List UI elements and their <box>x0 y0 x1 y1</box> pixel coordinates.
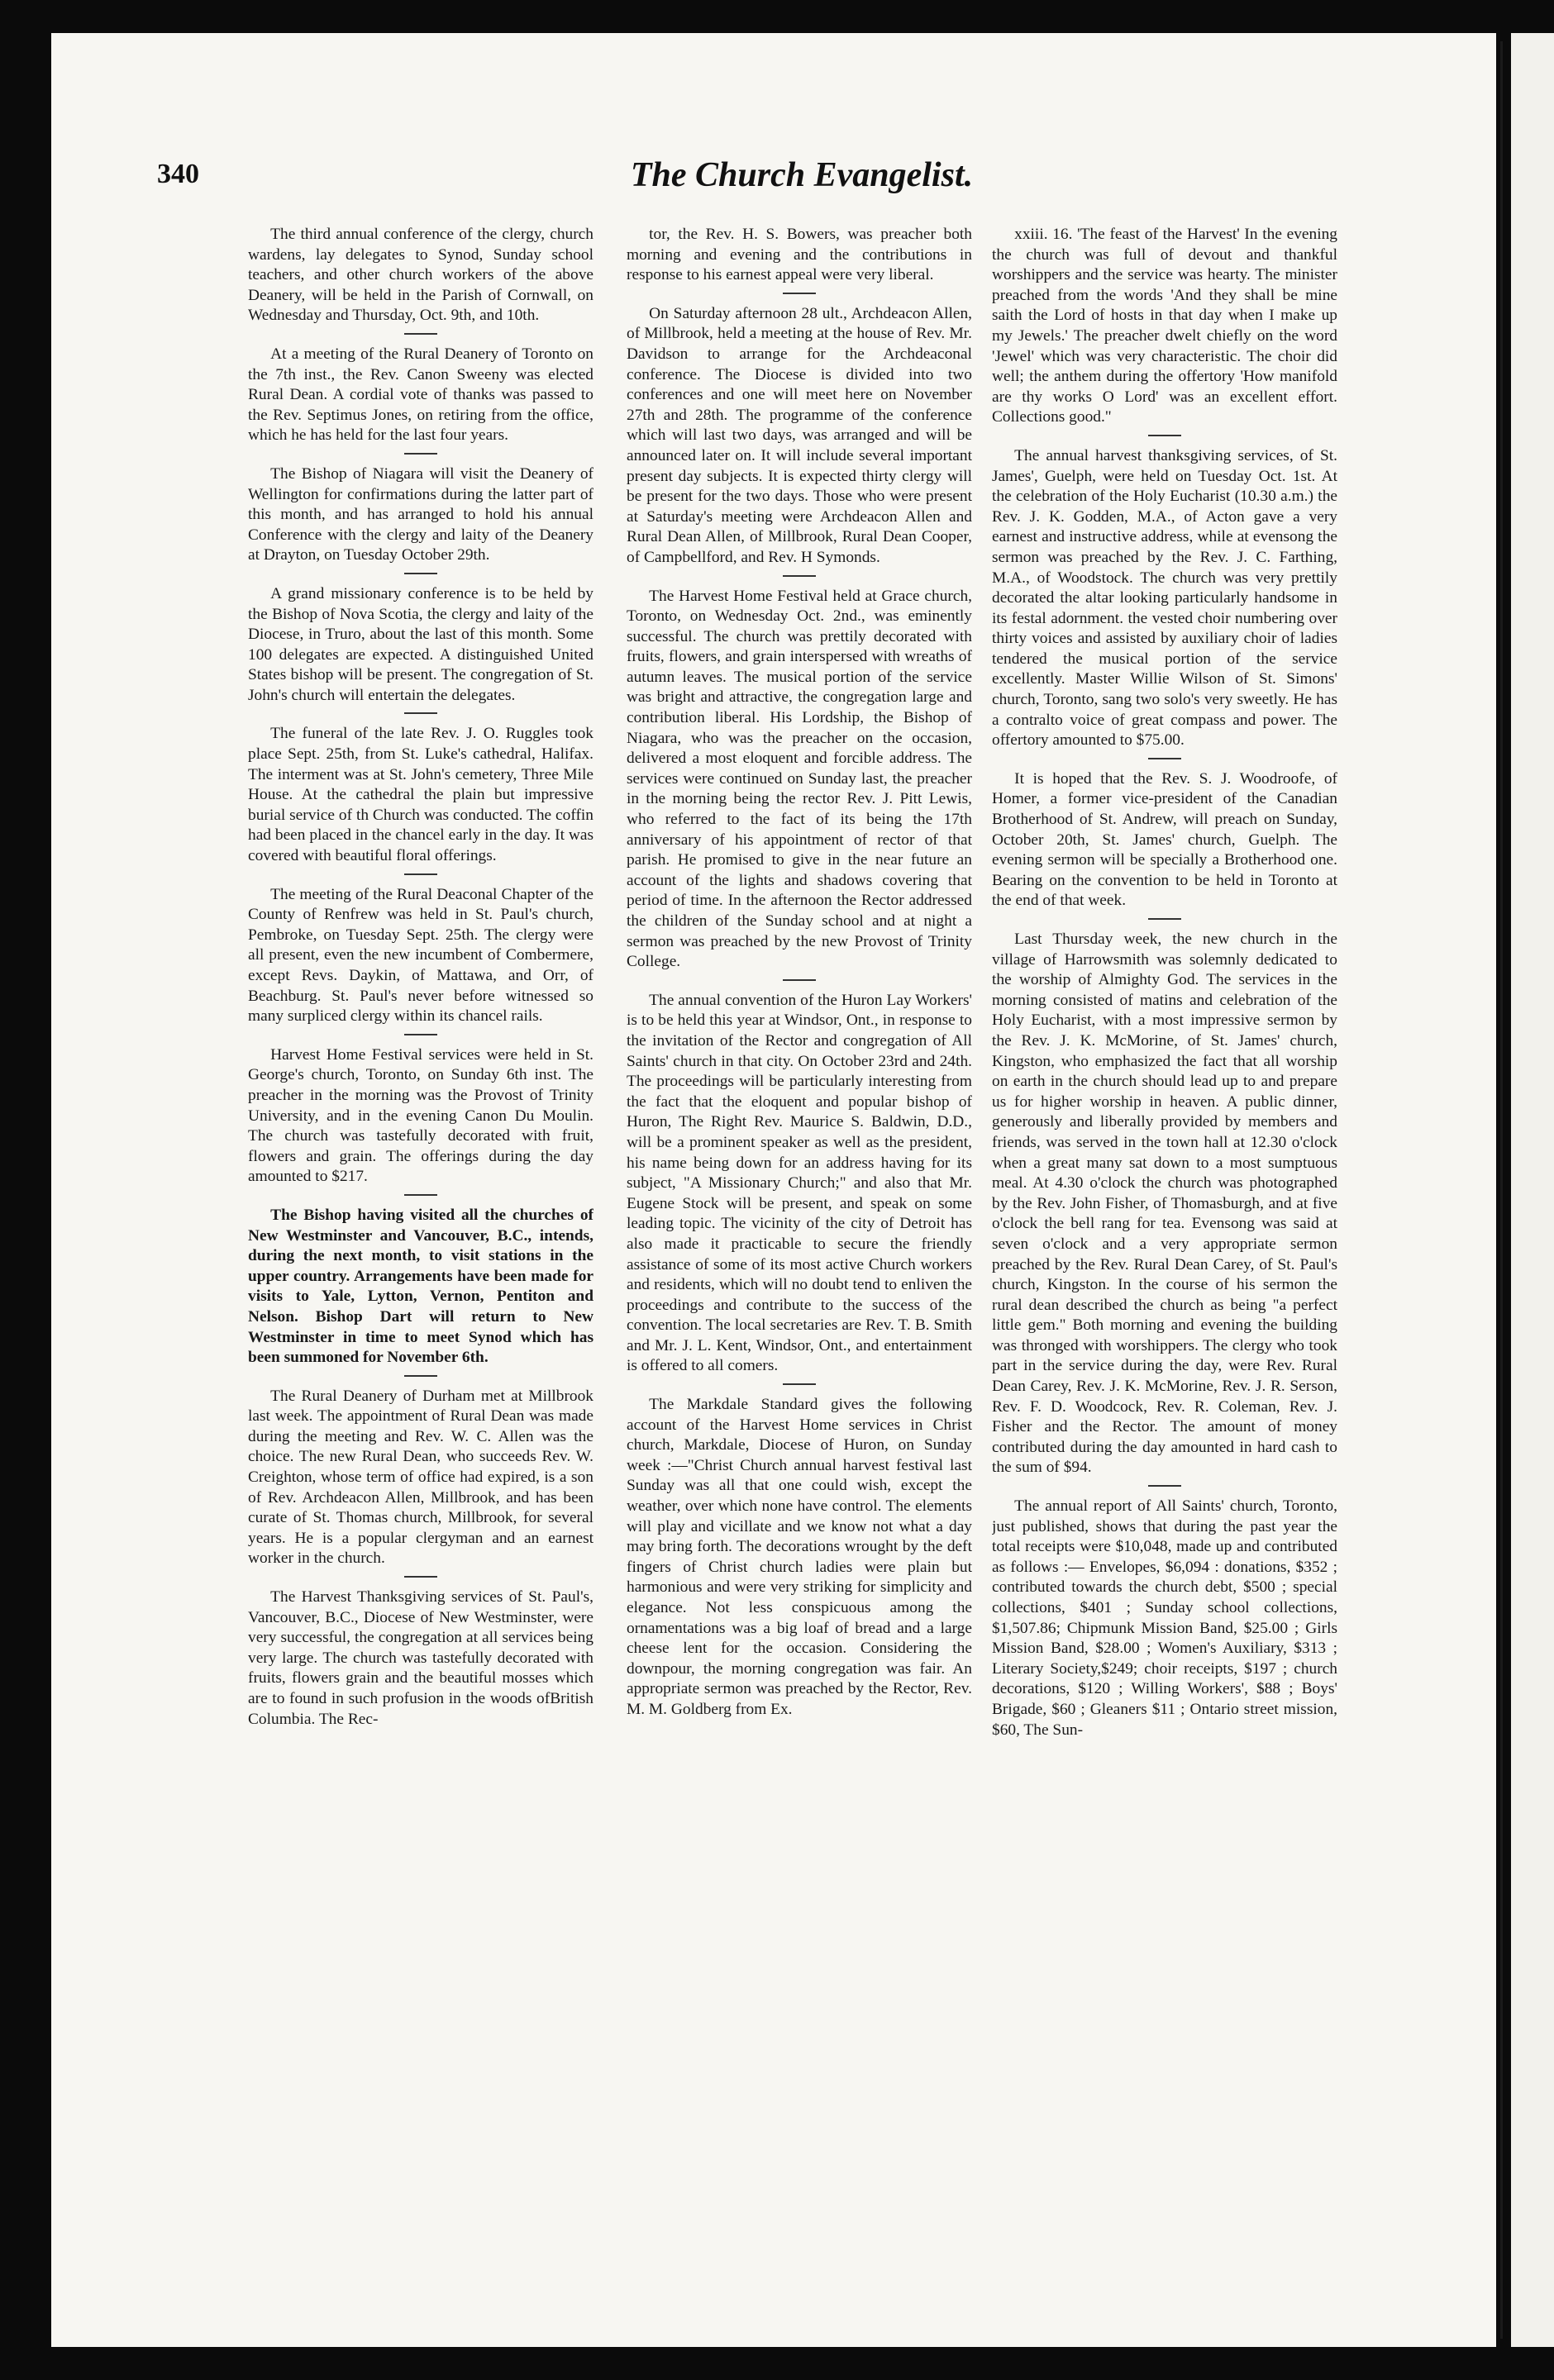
section-divider <box>404 1194 437 1196</box>
news-item: It is hoped that the Rev. S. J. Woodroofe, of Homer, a former vice-president of the Canadian Brotherhood of St. Andrew, will preach on Sunday, October 20th, St. James' church, Guelph. The evening sermon will be specially a Brotherhood one. Bearing on the convention to be held in Toronto at the end of that week. <box>992 769 1337 910</box>
page-edge <box>1511 33 1554 2347</box>
section-divider <box>783 575 816 577</box>
news-item: The Bishop having visited all the churches of New Westminster and Vancouver, B.C., intends, during the next month, to visit stations in the upper country. Arrangements have been made for visits to Yale, Lytton, Vernon, Pentiton and Nelson. Bishop Dart will return to New Westminster in time to meet Synod which has been summoned for November 6th. <box>248 1206 593 1367</box>
journal-title: The Church Evangelist. <box>630 156 974 194</box>
column-2 <box>627 225 972 2266</box>
column-3 <box>992 225 1337 2266</box>
page-number: 340 <box>157 159 199 189</box>
section-divider <box>1148 435 1181 436</box>
news-item: The annual convention of the Huron Lay Workers' is to be held this year at Windsor, Ont., in response to the invitation of the Rector and congregation of All Saints' church in that city. On October 23rd and 24th. The proceedings will be particularly interesting from the fact that the eloquent and popular bishop of Huron, The Right Rev. Maurice S. Baldwin, D.D., will be a prominent speaker as well as the president, his name being down for an address having for its subject, "A Missionary Church;" and also that Mr. Eugene Stock will be present, and speak on some leading topic. The vicinity of the city of Detroit has also made it practicable to secure the friendly assistance of some of its most active Church workers and residents, which will no doubt tend to enliven the proceedings and contribute to the success of the convention. The local secretaries are Rev. T. B. Smith and Mr. J. L. Kent, Windsor, Ont., and entertainment is offered to all comers. <box>627 991 972 1375</box>
news-item: On Saturday afternoon 28 ult., Archdeacon Allen, of Millbrook, held a meeting at the house of Rev. Mr. Davidson to arrange for the Archdeaconal conference. The Diocese is divided into two conferences and one will meet here on November 27th and 28th. The programme of the conference which will last two days, was arranged and will be announced later on. It will include several important present day subjects. It is expected thirty clergy will be present for the two days. Those who were present at Saturday's meeting were Archdeacon Allen and Rural Dean Allen, of Millbrook, Rural Dean Cooper, of Campbellford, and Rev. H Symonds. <box>627 304 972 566</box>
news-item: Harvest Home Festival services were held in St. George's church, Toronto, on Sunday 6th inst. The preacher in the morning was the Provost of Trinity University, and in the evening Canon Du Moulin. The church was tastefully decorated with fruit, flowers and grain. The offerings during the day amounted to $217. <box>248 1045 593 1186</box>
news-item: The annual harvest thanksgiving services, of St. James', Guelph, were held on Tuesday Oct. 1st. At the celebration of the Holy Eucharist (10.30 a.m.) the Rev. J. K. Godden, M.A., of Acton gave a very earnest and instructive address, while at evensong the sermon was preached by the Rev. J. C. Farthing, M.A., of Woodstock. The church was very prettily decorated the altar looking particularly handsome in its festal adornment. the vested choir numbering over thirty voices and assisted by auxiliary choir of ladies tendered the musical portion of the service excellently. Master Willie Wilson of St. Simons' church, Toronto, sang two solo's very sweetly. He has a contralto voice of great compass and power. The offertory amounted to $75.00. <box>992 446 1337 750</box>
section-divider <box>783 1383 816 1385</box>
section-divider <box>404 712 437 714</box>
section-divider <box>404 573 437 574</box>
section-divider <box>404 333 437 335</box>
section-divider <box>783 979 816 981</box>
news-item: Last Thursday week, the new church in the village of Harrowsmith was solemnly dedicated to the worship of Almighty God. The services in the morning consisted of matins and celebration of the Holy Eucharist, with a most impressive sermon by the Rev. J. K. McMorine, of St. James' church, Kingston, who emphasized the fact that all worship on earth in the church should lead up to and prepare us for higher worship in heaven. A public dinner, generously and liberally provided by members and friends, was served in the town hall at 12.30 o'clock when a great many sat down to a most sumptuous meal. At 4.30 o'clock the church was photographed by the Rev. John Fisher, of Thomasburgh, and at five o'clock the bell rang for tea. Evensong was said at seven o'clock and a very appropriate sermon preached by the Rev. Rural Dean Carey, of St. Paul's church, Kingston. In the course of his sermon the rural dean described the church as being "a perfect little gem." Both morning and evening the building was thronged with worshippers. The clergy who took part in the service during the day, were Rev. Rural Dean Carey, Rev. J. K. McMorine, Rev. J. R. Serson, Rev. F. D. Woodcock, Rev. R. Coleman, Rev. J. Fisher and the Rector. The amount of money contributed during the day amounted in hard cash to the sum of $94. <box>992 931 1337 1477</box>
section-divider <box>1148 918 1181 920</box>
section-divider <box>404 1034 437 1035</box>
section-divider <box>1148 758 1181 759</box>
page-fold-line <box>1500 41 1503 2339</box>
news-item: xxiii. 16. 'The feast of the Harvest' In the evening the church was full of devout and thankful worshippers and the service was hearty. The minister preached from the words 'And they shall be mine saith the Lord of hosts in that day when I make up my Jewels.' The preacher dwelt chiefly on the word 'Jewel' which was very characteristic. The choir did well; the anthem during the offertory 'How manifold are thy works O Lord' was an excellent effort. Collections good." <box>992 226 1337 426</box>
news-item: The annual report of All Saints' church, Toronto, just published, shows that during the past year the total receipts were $10,048, made up and contributed as follows :— Envelopes, $6,094 : donations, $352 ; contributed towards the church debt, $500 ; special collections, $401 ; Sunday school collections, $1,507.86; Chipmunk Mission Band, $25.00 ; Girls Mission Band, $28.00 ; Women's Auxiliary, $313 ; Literary Society,$249; choir receipts, $197 ; church decorations, $120 ; Willing Workers', $88 ; Boys' Brigade, $60 ; Gleaners $11 ; Ontario street mission, $60, The Sun- <box>992 1497 1337 1739</box>
section-divider <box>404 873 437 875</box>
section-divider <box>404 453 437 455</box>
section-divider <box>783 293 816 294</box>
news-item: The third annual conference of the clergy, church wardens, lay delegates to Synod, Sunday school teachers, and other church workers of the above Deanery, will be held in the Parish of Cornwall, on Wednesday and Thursday, Oct. 9th, and 10th. <box>248 226 593 325</box>
news-item: The funeral of the late Rev. J. O. Ruggles took place Sept. 25th, from St. Luke's cathedral, Halifax. The interment was at St. John's cemetery, Three Mile House. At the cathedral the plain but impressive burial service of th Church was conducted. The coffin had been placed in the chancel early in the day. It was covered with beautiful floral offerings. <box>248 725 593 865</box>
news-item: The Markdale Standard gives the following account of the Harvest Home services in Christ church, Markdale, Diocese of Huron, on Sunday week :—"Christ Church annual harvest festival last Sunday was all that one could wish, except the weather, over which none have control. The elements will play and vicillate and we know not what a day may bring forth. The decorations wrought by the deft fingers of Christ church ladies were plain but harmonious and were very striking for simplicity and elegance. Not less conspicuous among the ornamentations was a big loaf of bread and a large cheese lent for the occasion. Considering the downpour, the morning congregation was fair. An appropriate sermon was preached by the Rector, Rev. M. M. Goldberg from Ex. <box>627 1396 972 1718</box>
news-item: A grand missionary conference is to be held by the Bishop of Nova Scotia, the clergy and laity of the Diocese, in Truro, about the last of this month. Some 100 delegates are expected. A distinguished United States bishop will be present. The congregation of St. John's church will entertain the delegates. <box>248 584 593 704</box>
news-item: The Harvest Thanksgiving services of St. Paul's, Vancouver, B.C., Diocese of New Westminster, were very successful, the congregation at all services being very large. The church was tastefully decorated with fruits, flowers grain and the beautiful mosses which are to found in such profusion in the woods ofBritish Columbia. The Rec- <box>248 1588 593 1728</box>
section-divider <box>1148 1485 1181 1487</box>
news-item: The Rural Deanery of Durham met at Millbrook last week. The appointment of Rural Dean was made during the meeting and Rev. W. C. Allen was the choice. The new Rural Dean, who succeeds Rev. W. Creighton, whose term of office had expired, is a son of Rev. Archdeacon Allen, Millbrook, and has been curate of St. Thomas church, Millbrook, for several years. He is a popular clergyman and an earnest worker in the church. <box>248 1387 593 1568</box>
news-item: The meeting of the Rural Deaconal Chapter of the County of Renfrew was held in St. Paul's church, Pembroke, on Tuesday Sept. 25th. The clergy were all present, even the new incumbent of Combermere, except Revs. Daykin, of Mattawa, and Orr, of Beachburg. St. Paul's never before witnessed so many surpliced clergy within its chancel rails. <box>248 885 593 1026</box>
section-divider <box>404 1375 437 1377</box>
news-item: The Harvest Home Festival held at Grace church, Toronto, on Wednesday Oct. 2nd., was eminently successful. The church was prettily decorated with fruits, flowers, and grain interspersed with wreaths of autumn leaves. The musical portion of the service was bright and attractive, the congregation large and contribution liberal. His Lordship, the Bishop of Niagara, who was the preacher on the occasion, delivered a most eloquent and forcible address. The services were continued on Sunday last, the preacher in the morning being the rector Rev. J. Pitt Lewis, who referred to the fact of its being the 17th anniversary of his appointment of rector of that parish. He promised to give in the near future an account of the lights and shadows covering that period of time. In the afternoon the Rector addressed the children of the Sunday school and at night a sermon was preached by the new Provost of Trinity College. <box>627 587 972 971</box>
column-1 <box>248 225 593 2266</box>
news-item: At a meeting of the Rural Deanery of Toronto on the 7th inst., the Rev. Canon Sweeny was elected Rural Dean. A cordial vote of thanks was passed to the Rev. Septimus Jones, on retiring from the office, which he has held for the last four years. <box>248 345 593 445</box>
section-divider <box>404 1576 437 1578</box>
news-item: tor, the Rev. H. S. Bowers, was preacher both morning and evening and the contributions in response to his earnest appeal were very liberal. <box>627 226 972 284</box>
news-item: The Bishop of Niagara will visit the Deanery of Wellington for confirmations during the latter part of this month, and has arranged to hold his annual Conference with the clergy and laity of the Deanery at Drayton, on Tuesday October 29th. <box>248 464 593 564</box>
page-header <box>157 155 1447 205</box>
